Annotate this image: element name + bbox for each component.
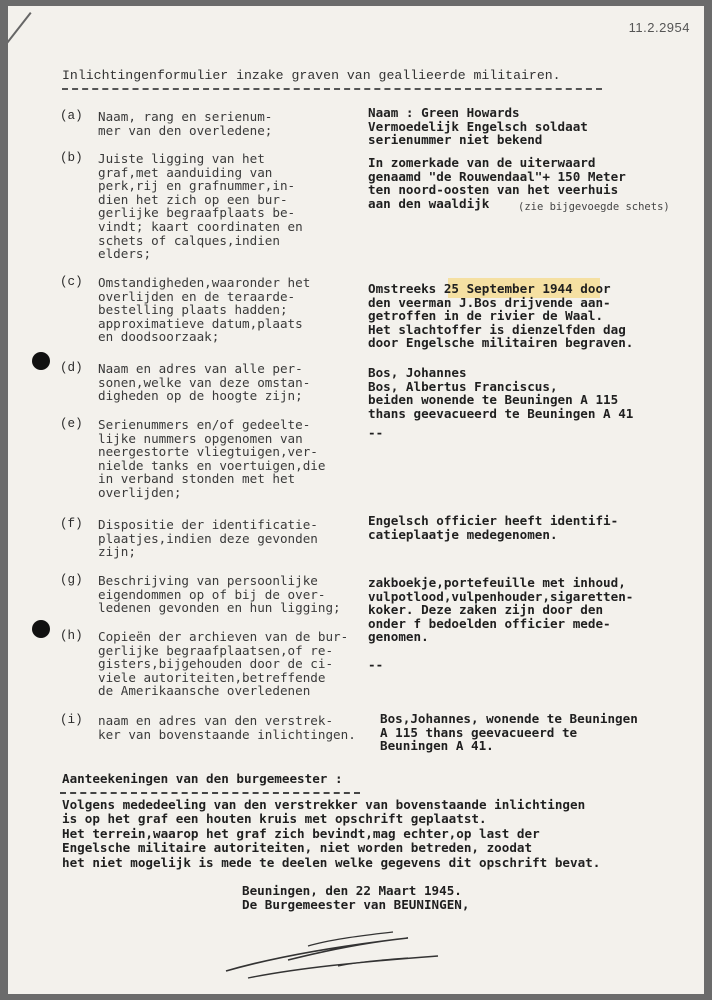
item-g-answer: zakboekje,portefeuille met inhoud, vulpotlood,vulpenhouder,sigaretten- koker. Deze zaken zijn door den onder f bedoelden officier mede- genomen.: [368, 575, 634, 645]
date-line: Beuningen, den 22 Maart 1945.: [242, 883, 462, 898]
item-d-answer: Bos, Johannes Bos, Albertus Franciscus, beiden wonende te Beuningen A 115 thans geevacueerd te Beuningen A 41: [368, 365, 634, 421]
document-page: [8, 6, 704, 994]
item-e-answer: --: [368, 425, 384, 440]
item-d-question: Naam en adres van alle per- sonen,welke van deze omstan- digheden op de hoogte zijn;: [98, 361, 311, 404]
item-i-question: naam en adres van den verstrek- ker van bovenstaande inlichtingen.: [98, 713, 356, 742]
item-h-answer: --: [368, 657, 384, 672]
handwritten-signature: [218, 916, 448, 986]
form-title: Inlichtingenformulier inzake graven van geallieerde militairen.: [62, 68, 561, 83]
item-a-answer: Naam : Green Howards Vermoedelijk Engelsch soldaat serienummer niet bekend: [368, 105, 588, 148]
item-c-question: Omstandigheden,waaronder het overlijden en de teraarde- bestelling plaats hadden; approximatieve datum,plaats en doodsoorzaak;: [98, 275, 311, 345]
item-b-answer: In zomerkade van de uiterwaard genaamd "de Rouwendaal"+ 150 Meter ten noord-oosten van het veerhuis aan den waaldijk: [368, 155, 626, 211]
reference-number: 11.2.2954: [628, 20, 690, 35]
item-d-letter: (d): [60, 361, 83, 375]
item-f-letter: (f): [60, 517, 83, 531]
item-h-question: Copieën der archieven van de bur- gerlijke begraafplaatsen,of re- gisters,bijgehouden door de ci- viele autoriteiten,betreffende de Amerikaansche overledenen: [98, 629, 349, 699]
pencil-stroke-mark: [8, 12, 32, 155]
item-b-letter: (b): [60, 151, 83, 165]
item-g-letter: (g): [60, 573, 83, 587]
signatory-line: De Burgemeester van BEUNINGEN,: [242, 897, 470, 912]
item-a-question: Naam, rang en serienum- mer van den overledene;: [98, 109, 273, 138]
item-f-answer: Engelsch officier heeft identifi- catieplaatje medegenomen.: [368, 513, 619, 542]
item-a-letter: (a): [60, 109, 83, 123]
item-b-answer-note: (zie bijgevoegde schets): [518, 201, 670, 213]
item-i-letter: (i): [60, 713, 83, 727]
punch-hole-icon: [32, 352, 50, 370]
item-e-letter: (e): [60, 417, 83, 431]
notes-heading-underline: [60, 792, 360, 794]
title-dashed-rule: [62, 88, 602, 90]
item-c-letter: (c): [60, 275, 83, 289]
item-c-answer: Omstreeks 25 September 1944 door den veerman J.Bos drijvende aan- getroffen in de rivier de Waal. Het slachtoffer is dienzelfden dag door Engelsche militairen begraven.: [368, 281, 634, 351]
item-e-question: Serienummers en/of gedeelte- lijke nummers opgenomen van neergestorte vliegtuigen,ver- nielde tanks en voertuigen,die in verband stonden met het overlijden;: [98, 417, 326, 500]
item-f-question: Dispositie der identificatie- plaatjes,indien deze gevonden zijn;: [98, 517, 318, 560]
notes-body: Volgens mededeeling van den verstrekker van bovenstaande inlichtingen is op het graf een houten kruis met opschrift geplaatst. Het terrein,waarop het graf zich bevindt,mag echter,op last der Engelsche militaire autoriteiten, niet worden betreden, zoodat het niet mogelijk is mede te deelen welke gegevens dit opschrift bevat.: [62, 797, 601, 870]
item-i-answer: Bos,Johannes, wonende te Beuningen A 115 thans geevacueerd te Beuningen A 41.: [380, 711, 638, 754]
punch-hole-icon: [32, 620, 50, 638]
item-g-question: Beschrijving van persoonlijke eigendommen op of bij de over- ledenen gevonden en hun ligging;: [98, 573, 341, 616]
notes-heading: Aanteekeningen van den burgemeester :: [62, 771, 343, 786]
item-b-question: Juiste ligging van het graf,met aanduiding van perk,rij en grafnummer,in- dien het zich op een bur- gerlijke begraafplaats be- vindt; kaart coordinaten en schets of calques,indien elders;: [98, 151, 303, 262]
item-h-letter: (h): [60, 629, 83, 643]
